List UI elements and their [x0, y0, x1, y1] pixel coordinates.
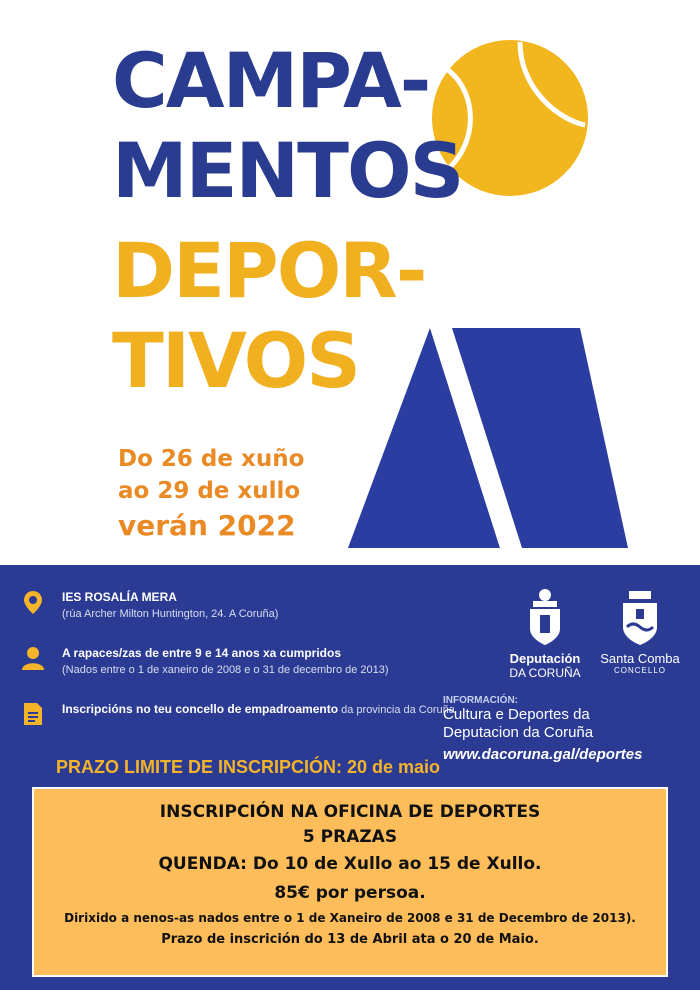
title-line-2: MENTOS [112, 126, 463, 215]
location-row [20, 589, 278, 623]
box-shift: QUENDA: Do 10 de Xullo ao 15 de Xullo. [158, 854, 542, 874]
title-line-1: CAMPA- [112, 36, 430, 125]
deputacion-sub: DA CORUÑA [509, 666, 581, 680]
deadline: PRAZO LIMITE DE INSCRIPCIÓN: 20 de maio [56, 757, 441, 777]
santacomba-crest-icon [617, 587, 663, 647]
title-line-4: TIVOS [112, 316, 359, 405]
contact-label: INFORMACIÓN: [443, 695, 518, 706]
santacomba-name: Santa Comba [600, 651, 680, 666]
location-address: (rúa Archer Milton Huntington, 24. A Coruña) [62, 608, 279, 620]
santacomba-logo [590, 587, 690, 676]
contact-url-link[interactable]: www.dacoruna.gal/deportes [443, 746, 643, 763]
box-price: 85€ por persoa. [274, 883, 426, 903]
deputacion-logo [500, 587, 590, 680]
contact-info [443, 695, 642, 763]
registration-bold: Inscripcións no teu concello de empadroamento [62, 702, 339, 716]
registration-rest: da provincia da Coruña [338, 704, 455, 716]
box-period: Prazo de inscrición do 13 de Abril ata o 20 de Maio. [161, 932, 539, 947]
location-pin-icon [20, 589, 46, 615]
deputacion-crest-icon [522, 587, 568, 647]
contact-org-line2: Deputacion da Coruña [443, 724, 594, 741]
document-icon [20, 701, 46, 727]
deputacion-name: Deputación [509, 651, 581, 666]
date-start: Do 26 de xuño [118, 446, 305, 472]
box-eligibility: Dirixido a nenos-as nados entre o 1 de Xaneiro de 2008 e 31 de Decembro de 2013). [64, 911, 636, 925]
location-name: IES ROSALÍA MERA [62, 590, 177, 604]
season-year: verán 2022 [118, 509, 296, 542]
info-panel [0, 565, 700, 990]
santacomba-sub: CONCELLO [613, 666, 666, 675]
registration-row [20, 701, 455, 727]
age-text: A rapaces/zas de entre 9 e 14 anos xa cumpridos [62, 646, 342, 660]
box-heading: INSCRIPCIÓN NA OFICINA DE DEPORTES [159, 802, 541, 822]
registration-box [32, 787, 668, 977]
age-row [20, 645, 389, 679]
age-sub: (Nados entre o 1 de xaneiro de 2008 e o 31 de decembro de 2013) [62, 664, 389, 676]
contact-org-line1: Cultura e Deportes da [443, 706, 590, 723]
date-end: ao 29 de xullo [118, 478, 301, 504]
box-places: 5 PRAZAS [302, 827, 398, 847]
title-line-3: DEPOR- [112, 226, 426, 315]
person-icon [20, 645, 46, 671]
